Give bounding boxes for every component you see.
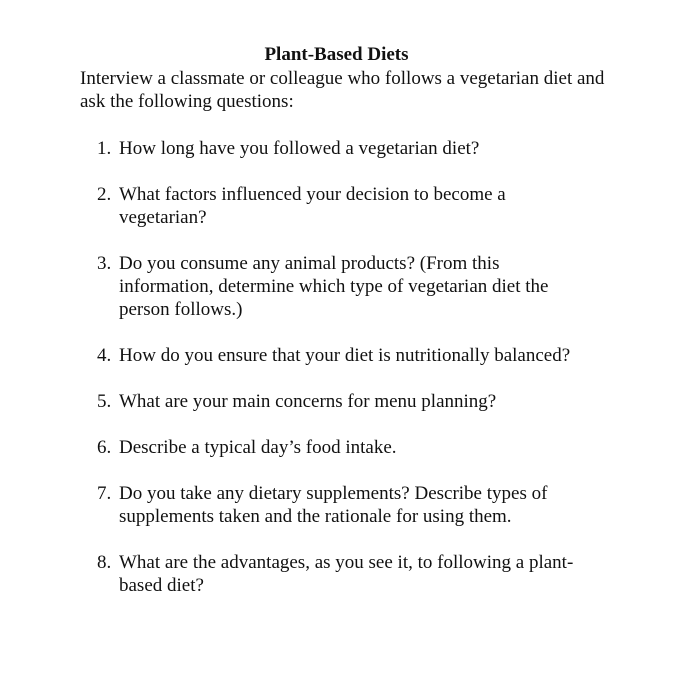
question-item-1 xyxy=(97,137,617,160)
question-text: What factors influenced your decision to become a vegetarian? xyxy=(119,184,506,228)
question-number: 6. xyxy=(97,437,112,458)
question-text: How do you ensure that your diet is nutritionally balanced? xyxy=(119,345,571,366)
question-number: 8. xyxy=(97,552,112,573)
question-text: Describe a typical day’s food intake. xyxy=(119,437,397,458)
question-number: 4. xyxy=(97,345,112,366)
question-number: 2. xyxy=(97,184,112,205)
question-item-3 xyxy=(97,252,617,321)
question-item-5 xyxy=(97,390,617,413)
page-title: Plant-Based Diets xyxy=(264,44,409,65)
question-text: Do you consume any animal products? (From this information, determine which type of vegetarian diet the person follows.) xyxy=(119,253,549,320)
question-number: 3. xyxy=(97,253,112,274)
question-number: 7. xyxy=(97,483,112,504)
question-text: How long have you followed a vegetarian diet? xyxy=(119,138,480,159)
question-item-6 xyxy=(97,436,617,459)
intro-paragraph: Interview a classmate or colleague who follows a vegetarian diet and ask the following questions: xyxy=(80,68,605,112)
question-number: 5. xyxy=(97,391,112,412)
question-text: What are your main concerns for menu planning? xyxy=(119,391,497,412)
question-item-7 xyxy=(97,482,617,528)
question-item-4 xyxy=(97,344,617,367)
question-number: 1. xyxy=(97,138,112,159)
question-text: What are the advantages, as you see it, to following a plant-based diet? xyxy=(119,552,574,596)
question-item-2 xyxy=(97,183,617,229)
question-text: Do you take any dietary supplements? Describe types of supplements taken and the rationale for using them. xyxy=(119,483,548,527)
question-item-8 xyxy=(97,551,617,597)
